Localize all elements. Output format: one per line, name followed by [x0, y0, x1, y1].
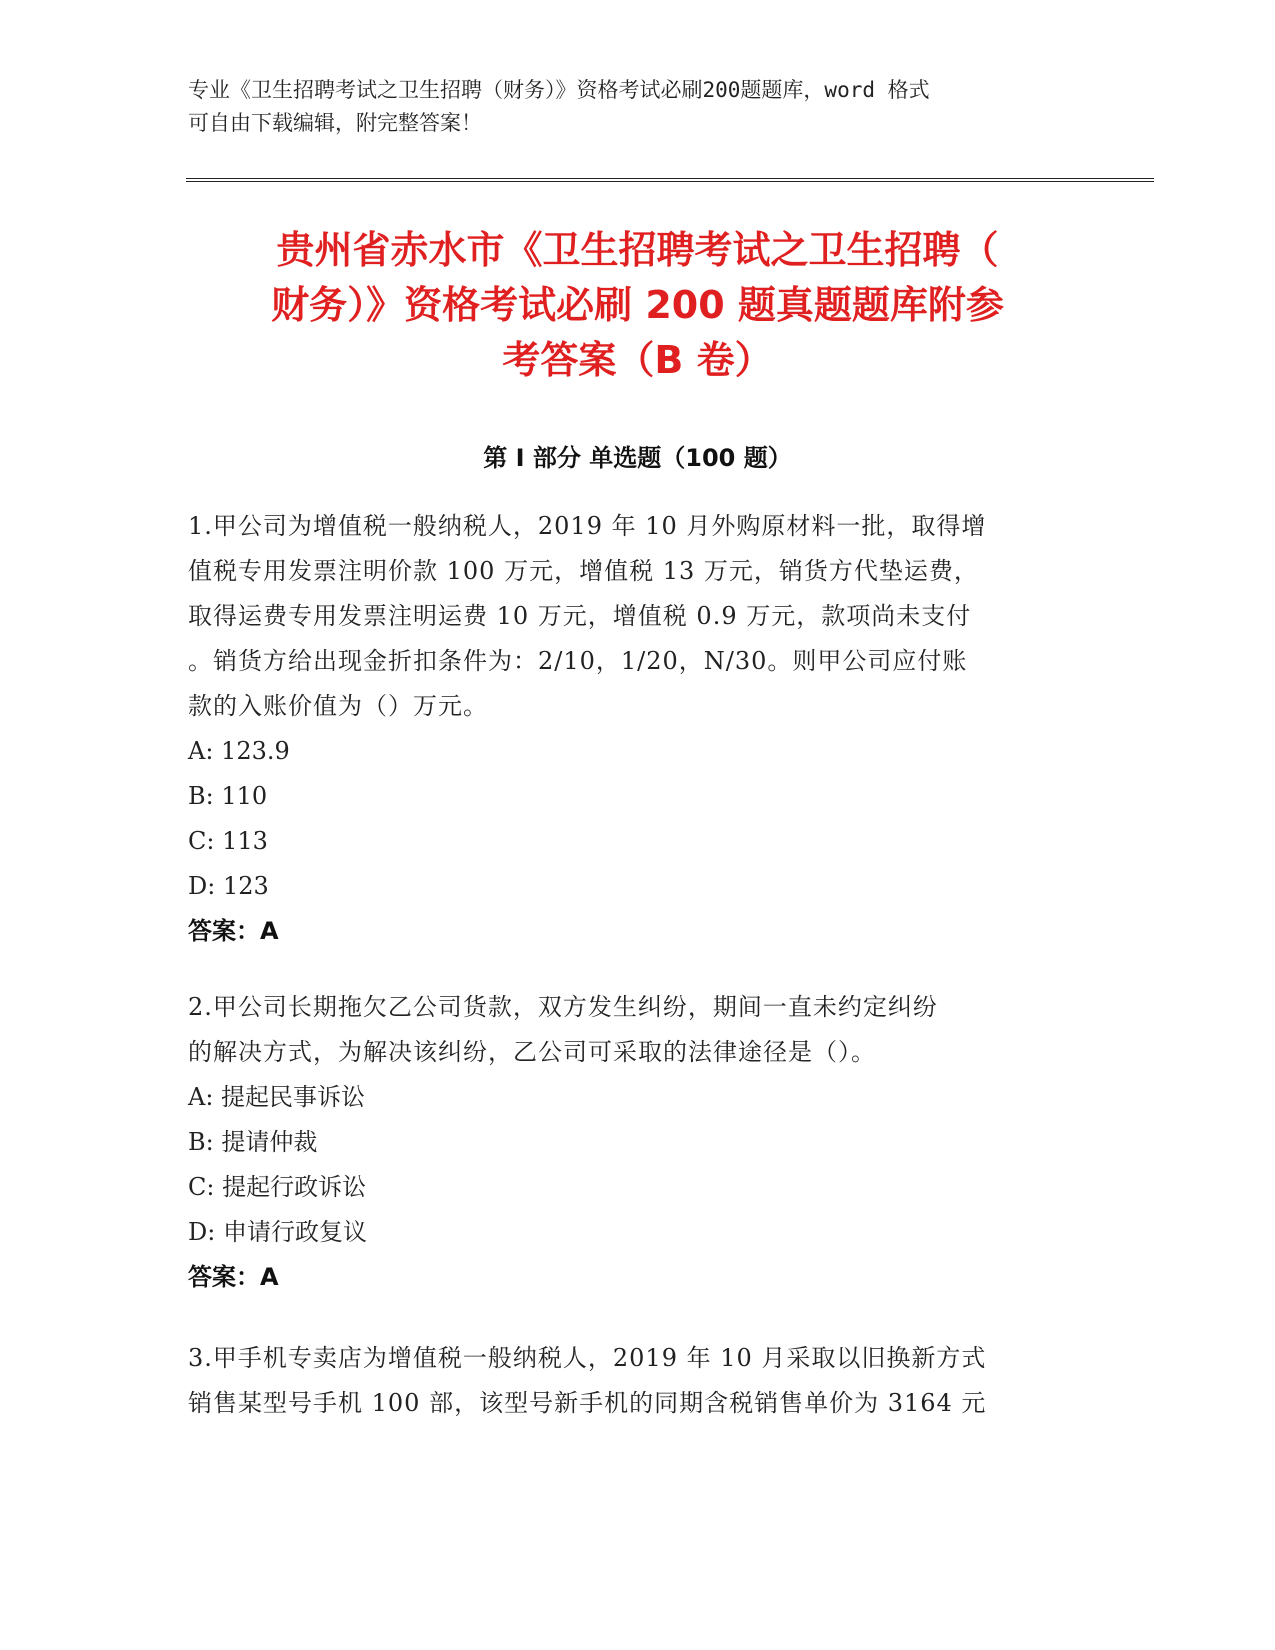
option-b: B: 110: [188, 782, 268, 810]
document-title: [170, 223, 1105, 388]
option-c: C: 提起行政诉讼: [188, 1173, 367, 1201]
option-c: C: 113: [188, 827, 268, 855]
question-line: 。销货方给出现金折扣条件为：2/10，1/20，N/30。则甲公司应付账: [188, 647, 968, 675]
question-line: 款的入账价值为（）万元。: [188, 692, 488, 720]
question-line: 2.甲公司长期拖欠乙公司货款，双方发生纠纷，期间一直未约定纠纷: [188, 993, 938, 1021]
title-line-3: 考答案（B 卷）: [502, 338, 773, 382]
question-line: 的解决方式，为解决该纠纷，乙公司可采取的法律途径是（）。: [188, 1038, 876, 1066]
section-heading: 第 I 部分 单选题（100 题）: [483, 444, 792, 472]
option-b: B: 提请仲裁: [188, 1128, 318, 1156]
header-note: [188, 74, 1068, 140]
header-line-2: 可自由下载编辑，附完整答案！: [188, 111, 482, 135]
answer: 答案：A: [188, 917, 279, 945]
header-line-1: 专业《卫生招聘考试之卫生招聘（财务）》资格考试必刷200题题库，word 格式: [188, 78, 930, 102]
question-3-stem: [188, 1336, 1088, 1426]
question-2: [188, 985, 1088, 1300]
question-1: [188, 504, 1088, 954]
question-2-stem: [188, 985, 1088, 1075]
question-1-stem: [188, 504, 1088, 729]
question-line: 值税专用发票注明价款 100 万元，增值税 13 万元，销货方代垫运费，: [188, 557, 979, 585]
option-d: D: 123: [188, 872, 269, 900]
option-d: D: 申请行政复议: [188, 1218, 367, 1246]
question-line: 3.甲手机专卖店为增值税一般纳税人，2019 年 10 月采取以旧换新方式: [188, 1344, 987, 1372]
question-line: 销售某型号手机 100 部，该型号新手机的同期含税销售单价为 3164 元: [188, 1389, 987, 1417]
answer: 答案：A: [188, 1263, 279, 1291]
question-line: 1.甲公司为增值税一般纳税人，2019 年 10 月外购原材料一批，取得增: [188, 512, 987, 540]
title-line-2: 财务）》资格考试必刷 200 题真题题库附参: [271, 283, 1004, 327]
option-a: A: 提起民事诉讼: [188, 1083, 366, 1111]
option-a: A: 123.9: [188, 737, 290, 765]
question-3: [188, 1336, 1088, 1426]
question-line: 取得运费专用发票注明运费 10 万元，增值税 0.9 万元，款项尚未支付: [188, 602, 972, 630]
title-line-1: 贵州省赤水市《卫生招聘考试之卫生招聘（: [276, 228, 999, 272]
header-divider: [186, 178, 1154, 182]
